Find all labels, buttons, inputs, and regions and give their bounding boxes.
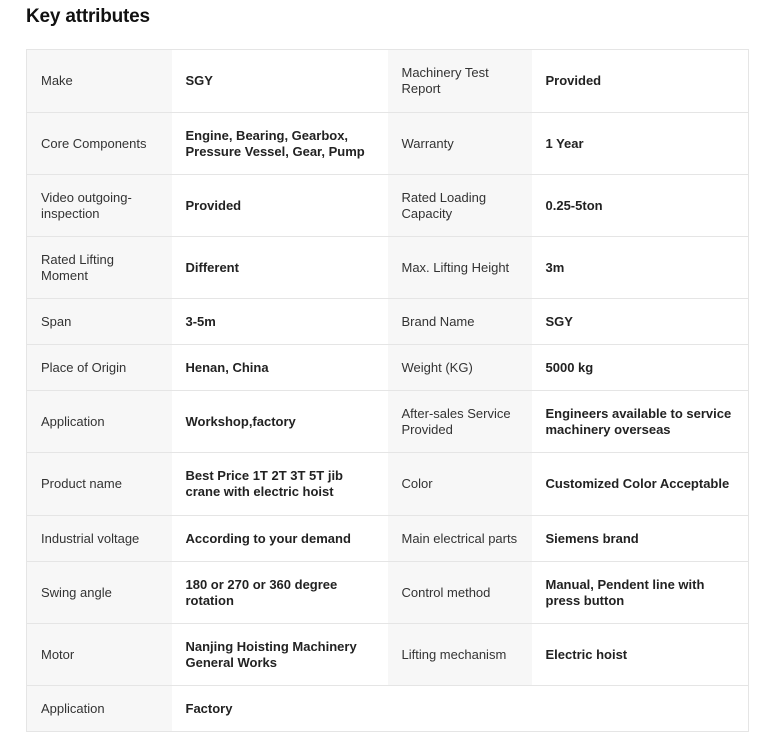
attribute-key: Brand Name	[388, 299, 532, 345]
table-row	[27, 113, 749, 175]
attribute-key: Application	[27, 391, 172, 453]
attribute-key: Place of Origin	[27, 345, 172, 391]
table-row	[27, 175, 749, 237]
attribute-value: 1 Year	[532, 113, 749, 175]
attribute-value: Factory	[172, 686, 388, 732]
attribute-key: Span	[27, 299, 172, 345]
attribute-key: Weight (KG)	[388, 345, 532, 391]
attribute-key: Machinery Test Report	[388, 50, 532, 113]
attribute-value: According to your demand	[172, 516, 388, 562]
attribute-value: Provided	[532, 50, 749, 113]
attribute-value: Manual, Pendent line with press button	[532, 562, 749, 624]
attribute-key: Control method	[388, 562, 532, 624]
attribute-value: Nanjing Hoisting Machinery General Works	[172, 624, 388, 686]
attribute-key: Motor	[27, 624, 172, 686]
attribute-key: After-sales Service Provided	[388, 391, 532, 453]
table-row	[27, 345, 749, 391]
table-row	[27, 391, 749, 453]
attribute-key: Lifting mechanism	[388, 624, 532, 686]
table-row	[27, 453, 749, 516]
attribute-key: Rated Lifting Moment	[27, 237, 172, 299]
attribute-value: 180 or 270 or 360 degree rotation	[172, 562, 388, 624]
attribute-value: Different	[172, 237, 388, 299]
attribute-value: Engineers available to service machinery overseas	[532, 391, 749, 453]
key-attributes-table	[26, 49, 749, 732]
empty-cell	[532, 686, 749, 732]
table-row	[27, 516, 749, 562]
attribute-value: SGY	[532, 299, 749, 345]
attribute-value: Henan, China	[172, 345, 388, 391]
section-title: Key attributes	[26, 6, 150, 27]
attribute-key: Video outgoing-inspection	[27, 175, 172, 237]
attribute-value: Engine, Bearing, Gearbox, Pressure Vessel, Gear, Pump	[172, 113, 388, 175]
attribute-key: Application	[27, 686, 172, 732]
attribute-key: Core Components	[27, 113, 172, 175]
attribute-key: Max. Lifting Height	[388, 237, 532, 299]
attribute-value: Siemens brand	[532, 516, 749, 562]
attribute-key: Swing angle	[27, 562, 172, 624]
table-row	[27, 624, 749, 686]
table-row	[27, 237, 749, 299]
attribute-key: Main electrical parts	[388, 516, 532, 562]
attribute-value: Electric hoist	[532, 624, 749, 686]
table-row	[27, 50, 749, 113]
attribute-key: Warranty	[388, 113, 532, 175]
attribute-value: Customized Color Acceptable	[532, 453, 749, 516]
attribute-key: Color	[388, 453, 532, 516]
table-row	[27, 686, 749, 732]
attribute-value: Best Price 1T 2T 3T 5T jib crane with electric hoist	[172, 453, 388, 516]
table-row	[27, 299, 749, 345]
attribute-key: Rated Loading Capacity	[388, 175, 532, 237]
attribute-value: Workshop,factory	[172, 391, 388, 453]
attribute-value: 3m	[532, 237, 749, 299]
attribute-value: 3-5m	[172, 299, 388, 345]
attribute-value: 0.25-5ton	[532, 175, 749, 237]
attribute-value: 5000 kg	[532, 345, 749, 391]
table-row	[27, 562, 749, 624]
empty-cell	[388, 686, 532, 732]
attribute-key: Industrial voltage	[27, 516, 172, 562]
attribute-value: SGY	[172, 50, 388, 113]
attribute-key: Make	[27, 50, 172, 113]
attribute-key: Product name	[27, 453, 172, 516]
attribute-value: Provided	[172, 175, 388, 237]
